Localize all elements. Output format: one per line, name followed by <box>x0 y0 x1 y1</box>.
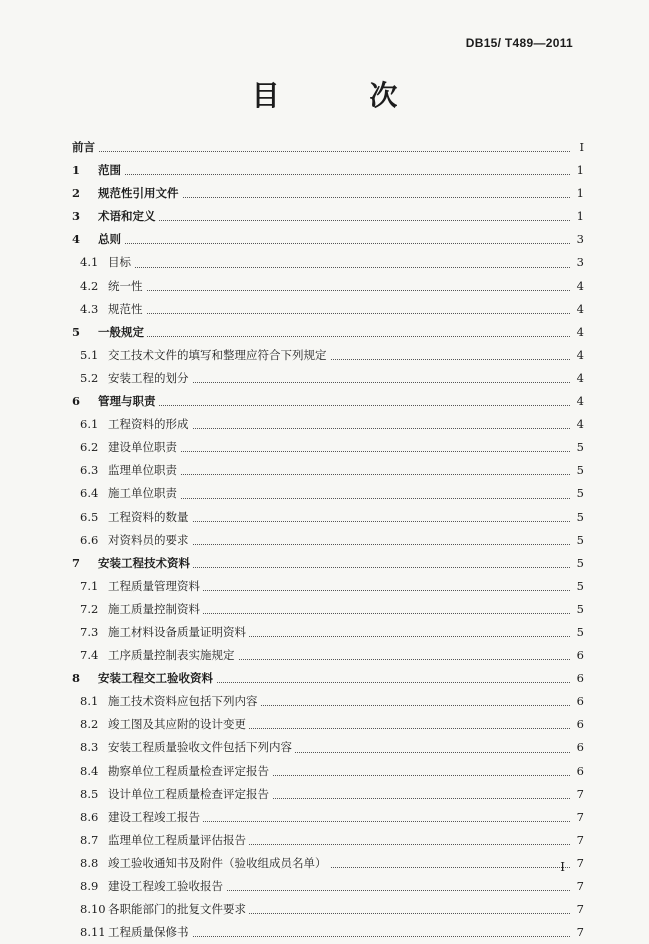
toc-entry[interactable] <box>72 667 584 690</box>
toc-entry-number: 4.3 <box>80 301 99 316</box>
toc-entry-page: 6 <box>572 736 584 759</box>
toc-entry-title: 工程资料的数量 <box>108 510 192 524</box>
toc-entry-title: 设计单位工程质量检查评定报告 <box>108 787 272 801</box>
toc-entry[interactable] <box>72 783 584 806</box>
toc-entry-number: 8 <box>72 671 81 686</box>
toc-entry-number: 8.9 <box>80 879 99 893</box>
toc-entry[interactable] <box>72 459 584 482</box>
dot-leader <box>80 313 570 314</box>
toc-entry-title: 竣工验收通知书及附件（验收组成员名单） <box>108 856 330 870</box>
toc-entry-page: 5 <box>572 482 584 505</box>
toc-entry[interactable] <box>72 529 584 552</box>
toc-entry-title: 建设工程竣工验收报告 <box>108 879 226 893</box>
toc-entry-page: 5 <box>572 575 584 598</box>
toc-entry-page: 5 <box>572 436 584 459</box>
toc-entry-title: 规范性 <box>108 302 146 316</box>
toc-entry-number: 4.1 <box>80 255 99 270</box>
toc-entry[interactable] <box>72 806 584 829</box>
toc-entry-number: 7.2 <box>80 601 99 616</box>
toc-entry-number: 3 <box>72 209 81 224</box>
toc-entry-number: 7 <box>72 555 81 570</box>
toc-entry-page: 1 <box>572 205 584 228</box>
toc-entry[interactable] <box>72 136 584 159</box>
toc-entry-number: 6.6 <box>80 532 99 547</box>
toc-entry[interactable] <box>72 228 584 251</box>
toc-entry-title: 勘察单位工程质量检查评定报告 <box>108 764 272 778</box>
table-of-contents <box>72 136 584 944</box>
toc-entry[interactable] <box>72 644 584 667</box>
toc-entry-title: 施工技术资料应包括下列内容 <box>108 694 261 708</box>
toc-entry[interactable] <box>72 852 584 875</box>
toc-entry-title: 安装工程交工验收资料 <box>98 671 216 685</box>
toc-entry-title: 监理单位工程质量评估报告 <box>108 833 249 847</box>
toc-entry-title: 施工单位职责 <box>108 486 180 500</box>
toc-entry-page: 5 <box>572 506 584 529</box>
toc-entry[interactable] <box>72 182 584 205</box>
toc-entry-page: 3 <box>572 228 584 251</box>
toc-entry-title: 建设工程竣工报告 <box>108 810 203 824</box>
toc-entry[interactable] <box>72 921 584 944</box>
toc-entry[interactable] <box>72 736 584 759</box>
toc-entry[interactable] <box>72 621 584 644</box>
page-title: 目 次 <box>251 79 438 112</box>
toc-entry[interactable] <box>72 344 584 367</box>
toc-entry-title: 规范性引用文件 <box>98 186 182 200</box>
toc-entry-title: 安装工程质量验收文件包括下列内容 <box>108 740 295 754</box>
toc-entry-page: I <box>572 136 584 159</box>
toc-entry-page: 7 <box>572 875 584 898</box>
toc-entry-page: 4 <box>572 367 584 390</box>
toc-entry-page: 6 <box>572 690 584 713</box>
toc-entry-title: 施工质量控制资料 <box>108 602 203 616</box>
toc-entry-title: 工程质量管理资料 <box>108 579 203 593</box>
toc-entry[interactable] <box>72 413 584 436</box>
toc-entry-title: 交工技术文件的填写和整理应符合下列规定 <box>108 348 330 362</box>
toc-entry[interactable] <box>72 598 584 621</box>
toc-entry-page: 4 <box>572 321 584 344</box>
toc-entry[interactable] <box>72 390 584 413</box>
toc-entry-number: 6.1 <box>80 417 99 432</box>
toc-entry-title: 安装工程的划分 <box>108 371 192 385</box>
toc-entry-number: 8.8 <box>80 855 99 870</box>
toc-entry-number: 6.3 <box>80 463 99 478</box>
toc-entry-number: 8.7 <box>80 832 99 847</box>
toc-entry[interactable] <box>72 482 584 505</box>
toc-entry-page: 6 <box>572 760 584 783</box>
toc-entry-title: 工序质量控制表实施规定 <box>108 648 238 662</box>
toc-entry-page: 7 <box>572 783 584 806</box>
toc-entry-number: 4.2 <box>80 278 99 293</box>
toc-entry-page: 6 <box>572 644 584 667</box>
toc-entry-title: 工程资料的形成 <box>108 417 192 431</box>
toc-entry-title: 目标 <box>108 255 134 269</box>
toc-entry-title: 安装工程技术资料 <box>98 556 193 570</box>
toc-entry[interactable] <box>72 575 584 598</box>
toc-entry-number: 8.4 <box>80 763 99 778</box>
toc-entry-number: 8.10 <box>80 902 106 917</box>
toc-entry-title: 前言 <box>72 140 98 154</box>
toc-entry-title: 施工材料设备质量证明资料 <box>108 625 249 639</box>
toc-entry-page: 1 <box>572 159 584 182</box>
toc-entry-number: 5.1 <box>80 347 99 362</box>
toc-entry-number: 6.2 <box>80 440 99 455</box>
toc-entry-page: 4 <box>572 413 584 436</box>
toc-entry-title: 统一性 <box>108 279 146 293</box>
toc-entry-number: 8.3 <box>80 740 99 755</box>
toc-entry-title: 各职能部门的批复文件要求 <box>108 902 249 916</box>
toc-entry[interactable] <box>72 760 584 783</box>
toc-entry-page: 7 <box>572 921 584 944</box>
toc-entry-number: 6 <box>72 394 81 409</box>
toc-entry-number: 5 <box>72 324 81 339</box>
toc-entry-number: 1 <box>72 163 81 178</box>
toc-entry-page: 6 <box>572 667 584 690</box>
toc-entry[interactable] <box>72 298 584 321</box>
toc-entry[interactable] <box>72 898 584 921</box>
toc-entry-page: 5 <box>572 529 584 552</box>
toc-entry-number: 5.2 <box>80 370 99 385</box>
toc-entry-page: 7 <box>572 898 584 921</box>
dot-leader <box>72 151 570 152</box>
toc-entry-number: 7.1 <box>80 578 99 593</box>
toc-entry-title: 竣工图及其应附的设计变更 <box>108 717 249 731</box>
toc-entry[interactable] <box>72 367 584 390</box>
toc-entry-page: 4 <box>572 275 584 298</box>
toc-entry[interactable] <box>72 713 584 736</box>
toc-entry-page: 7 <box>572 852 584 875</box>
toc-entry-title: 术语和定义 <box>98 209 159 223</box>
dot-leader <box>80 290 570 291</box>
toc-entry[interactable] <box>72 251 584 274</box>
toc-entry-title: 监理单位职责 <box>108 463 180 477</box>
toc-entry-number: 4 <box>72 232 81 247</box>
toc-entry[interactable] <box>72 552 584 575</box>
toc-entry-number: 8.2 <box>80 717 99 732</box>
toc-entry-number: 8.11 <box>80 925 106 940</box>
toc-entry[interactable] <box>72 829 584 852</box>
toc-entry-title: 总则 <box>98 232 124 246</box>
toc-entry[interactable] <box>72 506 584 529</box>
toc-entry-title: 一般规定 <box>98 325 147 339</box>
toc-entry-page: 1 <box>572 182 584 205</box>
toc-entry[interactable] <box>72 205 584 228</box>
toc-entry-page: 4 <box>572 390 584 413</box>
toc-entry-page: 5 <box>572 552 584 575</box>
toc-entry-page: 6 <box>572 713 584 736</box>
toc-entry-page: 4 <box>572 298 584 321</box>
toc-entry-page: 7 <box>572 806 584 829</box>
standard-code: DB15/ T489—2011 <box>465 36 573 50</box>
toc-entry[interactable] <box>72 321 584 344</box>
toc-entry-number: 6.5 <box>80 509 99 524</box>
toc-entry-title: 范围 <box>98 163 124 177</box>
toc-entry-number: 8.1 <box>80 694 99 709</box>
toc-entry-number: 6.4 <box>80 486 99 501</box>
toc-entry[interactable] <box>72 436 584 459</box>
toc-entry-page: 3 <box>572 251 584 274</box>
dot-leader <box>72 174 570 175</box>
toc-entry-title: 工程质量保修书 <box>108 925 192 939</box>
dot-leader <box>72 243 570 244</box>
toc-entry-page: 7 <box>572 829 584 852</box>
toc-entry-number: 7.3 <box>80 624 99 639</box>
toc-entry-number: 8.5 <box>80 786 99 801</box>
toc-entry-title: 管理与职责 <box>98 394 159 408</box>
toc-entry-title: 建设单位职责 <box>108 440 180 454</box>
page-number: I <box>560 860 565 874</box>
toc-entry[interactable] <box>72 875 584 898</box>
toc-entry[interactable] <box>72 690 584 713</box>
toc-entry-number: 7.4 <box>80 648 99 663</box>
toc-entry-number: 8.6 <box>80 809 99 824</box>
toc-entry-page: 5 <box>572 459 584 482</box>
toc-entry-page: 4 <box>572 344 584 367</box>
toc-entry-page: 5 <box>572 621 584 644</box>
dot-leader <box>80 267 570 268</box>
toc-entry[interactable] <box>72 159 584 182</box>
toc-entry-title: 对资料员的要求 <box>108 533 192 547</box>
toc-entry-page: 5 <box>572 598 584 621</box>
toc-entry[interactable] <box>72 275 584 298</box>
toc-entry-number: 2 <box>72 186 81 201</box>
